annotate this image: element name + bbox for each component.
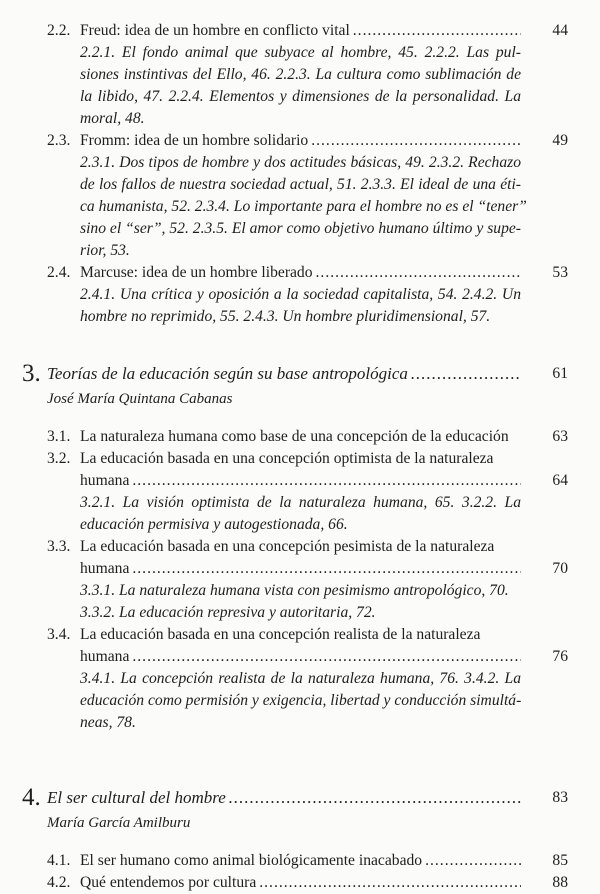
dot-leader bbox=[411, 360, 521, 388]
chapter-number: 3. bbox=[22, 360, 41, 387]
entry-number: 4.1. bbox=[47, 852, 71, 869]
dot-leader bbox=[259, 872, 521, 894]
chapter-author: José María Quintana Cabanas bbox=[47, 391, 233, 407]
subentry-line: la libido, 47. 2.2.4. Elementos y dimensiones de la personalidad. La bbox=[80, 88, 521, 105]
chapter-3-heading bbox=[0, 360, 600, 388]
entry-number: 3.4. bbox=[47, 626, 71, 643]
subentry-line: hombre no reprimido, 55. 2.4.3. Un hombre pluridimensional, 57. bbox=[80, 308, 491, 325]
dot-leader bbox=[132, 558, 521, 580]
page-number: 76 bbox=[552, 648, 568, 665]
entry-number: 4.2. bbox=[47, 874, 71, 891]
page-number: 53 bbox=[552, 264, 568, 281]
subentry-line: rior, 53. bbox=[80, 242, 130, 259]
subentry-line: neas, 78. bbox=[80, 714, 136, 731]
toc-entry-2-3 bbox=[0, 130, 600, 152]
subentry-line: 2.3.1. Dos tipos de hombre y dos actitudes básicas, 49. 2.3.2. Rechazo bbox=[80, 154, 521, 171]
dot-leader bbox=[132, 470, 521, 492]
table-of-contents bbox=[0, 20, 600, 894]
page-number: 61 bbox=[552, 365, 568, 382]
chapter-author: María García Amilburu bbox=[47, 815, 191, 831]
subentry-line: moral, 48. bbox=[80, 110, 145, 127]
subentry-line: 2.2.1. El fondo animal que subyace al hombre, 45. 2.2.2. Las pul- bbox=[80, 44, 521, 61]
subentry-line: 3.3.2. La educación represiva y autoritaria, 72. bbox=[80, 604, 376, 621]
subentry-line: de los fallos de nuestra sociedad actual, 51. 2.3.3. El ideal de una éti- bbox=[80, 176, 521, 193]
subentry-line: 3.4.1. La concepción realista de la naturaleza humana, 76. 3.4.2. La bbox=[80, 670, 521, 687]
toc-entry-2-2 bbox=[0, 20, 600, 42]
page-number: 88 bbox=[552, 874, 568, 891]
entry-title: Freud: idea de un hombre en conflicto vital bbox=[80, 22, 350, 39]
subentry-line: siones instintivas del Ello, 46. 2.2.3. La cultura como sublimación de bbox=[80, 66, 521, 83]
entry-title: Marcuse: idea de un hombre liberado bbox=[80, 264, 313, 281]
entry-number: 3.2. bbox=[47, 450, 71, 467]
dot-leader bbox=[132, 646, 521, 668]
page-number: 64 bbox=[552, 472, 568, 489]
page-number: 70 bbox=[552, 560, 568, 577]
subentry-line: educación permisiva y autogestionada, 66. bbox=[80, 516, 348, 533]
dot-leader bbox=[229, 784, 521, 812]
page-number: 63 bbox=[552, 428, 568, 445]
subentry-line: educación como permisión y exigencia, libertad y conducción simultá- bbox=[80, 692, 522, 709]
entry-title-cont: humana bbox=[80, 648, 130, 665]
toc-entry-2-4 bbox=[0, 262, 600, 284]
subentry-line: 3.3.1. La naturaleza humana vista con pesimismo antropológico, 70. bbox=[80, 582, 509, 599]
page-number: 85 bbox=[552, 852, 568, 869]
subentry-line: ca humanista, 52. 2.3.4. Lo importante para el hombre no es el “tener” bbox=[80, 198, 527, 215]
entry-title: Qué entendemos por cultura bbox=[80, 874, 257, 891]
chapter-number: 4. bbox=[22, 784, 41, 811]
page-number: 49 bbox=[552, 132, 568, 149]
subentry-line: 2.4.1. Una crítica y oposición a la sociedad capitalista, 54. 2.4.2. Un bbox=[80, 286, 521, 303]
subentry-line: 3.2.1. La visión optimista de la naturaleza humana, 65. 3.2.2. La bbox=[80, 494, 521, 511]
entry-number: 2.4. bbox=[47, 264, 71, 281]
entry-number: 2.3. bbox=[47, 132, 71, 149]
toc-entry-3-2 bbox=[0, 448, 600, 470]
dot-leader bbox=[353, 20, 521, 42]
toc-entry-3-1 bbox=[0, 426, 600, 448]
toc-entry-3-3 bbox=[0, 536, 600, 558]
page-number: 83 bbox=[552, 789, 568, 806]
page-number: 44 bbox=[552, 22, 568, 39]
entry-title-cont: humana bbox=[80, 472, 130, 489]
subentry-line: sino el “ser”, 52. 2.3.5. El amor como objetivo humano último y supe- bbox=[80, 220, 521, 237]
chapter-title: El ser cultural del hombre bbox=[47, 788, 226, 807]
toc-entry-4-2 bbox=[0, 872, 600, 894]
entry-title-cont: humana bbox=[80, 560, 130, 577]
entry-title: La naturaleza humana como base de una concepción de la educación bbox=[80, 428, 509, 445]
toc-entry-4-1 bbox=[0, 850, 600, 872]
dot-leader bbox=[311, 130, 521, 152]
chapter-title: Teorías de la educación según su base antropológica bbox=[47, 364, 408, 383]
entry-title: La educación basada en una concepción pesimista de la naturaleza bbox=[80, 538, 495, 555]
entry-number: 3.1. bbox=[47, 428, 71, 445]
entry-title: La educación basada en una concepción optimista de la naturaleza bbox=[80, 450, 494, 467]
dot-leader bbox=[316, 262, 521, 284]
entry-number: 3.3. bbox=[47, 538, 71, 555]
dot-leader bbox=[425, 850, 521, 872]
entry-title: Fromm: idea de un hombre solidario bbox=[80, 132, 309, 149]
entry-title: La educación basada en una concepción realista de la naturaleza bbox=[80, 626, 481, 643]
chapter-4-heading bbox=[0, 784, 600, 812]
entry-title: El ser humano como animal biológicamente inacabado bbox=[80, 852, 423, 869]
entry-number: 2.2. bbox=[47, 22, 71, 39]
toc-entry-3-4 bbox=[0, 624, 600, 646]
